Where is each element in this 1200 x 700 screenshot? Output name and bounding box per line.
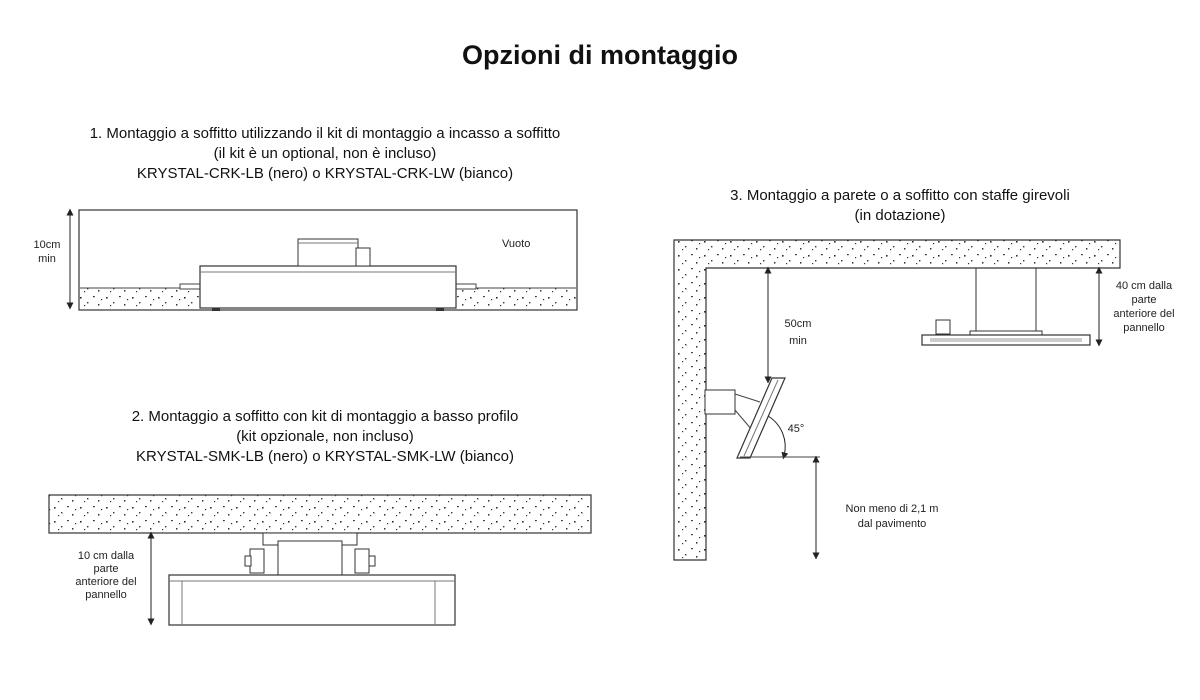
option3-wall-dimension-label-1: 50cm [784, 318, 812, 330]
option3-ceiling-dimension-label-2: parte [1131, 294, 1157, 306]
option2-heater-panel [169, 575, 455, 625]
option3-caption-line1: 3. Montaggio a parete o a soffitto con staffe girevoli [730, 187, 1070, 204]
option3-caption-line2: (in dotazione) [854, 207, 946, 224]
option1-dimension-label-1: 10cm [33, 239, 61, 251]
option2-ceiling-slab [49, 495, 591, 533]
option2-dimension-label-3: anteriore del [75, 576, 137, 588]
option1-ceiling-left [80, 288, 200, 309]
option1-heater-panel [180, 239, 476, 311]
option1-dimension-label-2: min [38, 253, 56, 265]
option2-caption-line3: KRYSTAL-SMK-LB (nero) o KRYSTAL-SMK-LW (bianco) [136, 448, 514, 465]
option2-diagram [49, 495, 591, 625]
option3-ceiling-dimension-label-1: 40 cm dalla [1115, 280, 1173, 292]
option1-void-label: Vuoto [502, 238, 531, 250]
option1-diagram [34, 210, 577, 311]
option3-ceiling-heater [922, 268, 1090, 345]
option2-caption-line1: 2. Montaggio a soffitto con kit di montaggio a basso profilo [131, 408, 519, 425]
option3-ceiling-dimension-label-3: anteriore del [1113, 308, 1175, 320]
option3-diagram [674, 240, 1175, 560]
option3-ceiling-dimension-label-4: pannello [1123, 322, 1165, 334]
option2-caption-line2: (kit opzionale, non incluso) [236, 428, 414, 445]
option3-angle-arc [768, 416, 785, 456]
option1-caption-line2: (il kit è un optional, non è incluso) [213, 145, 437, 162]
option1-caption-line3: KRYSTAL-CRK-LB (nero) o KRYSTAL-CRK-LW (bianco) [136, 165, 514, 182]
option3-wall-heater [705, 378, 785, 458]
option2-dimension-label-1: 10 cm dalla [77, 550, 135, 562]
option3-floor-dimension-label-2: dal pavimento [857, 518, 927, 530]
option3-wall-dimension-label-2: min [789, 335, 807, 347]
option3-floor-dimension-label-1: Non meno di 2,1 m [845, 503, 939, 515]
option2-dimension-label-2: parte [93, 563, 119, 575]
option2-dimension-label-4: pannello [85, 589, 127, 601]
page-title: Opzioni di montaggio [462, 40, 738, 70]
option1-ceiling-right [456, 288, 576, 309]
option3-angle-label: 45° [787, 423, 805, 435]
option2-bracket [245, 533, 375, 575]
option1-caption-line1: 1. Montaggio a soffitto utilizzando il kit di montaggio a incasso a soffitto [89, 125, 561, 142]
